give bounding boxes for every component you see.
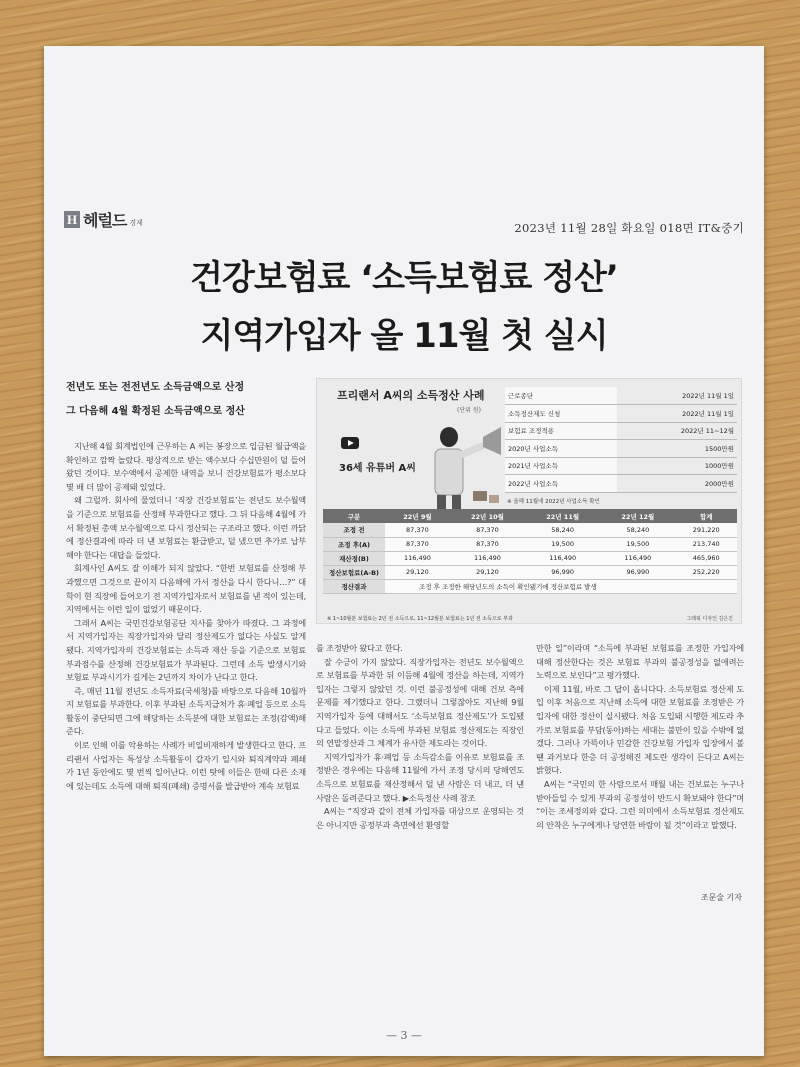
page-number: — 3 — [386, 1029, 422, 1042]
table-cell: 87,370 [450, 537, 525, 551]
income-settlement-graphic [316, 378, 742, 624]
info-value: 1500만원 [617, 440, 737, 458]
info-label: 소득정산제도 신청 [505, 405, 617, 423]
row-label: 정산보험료(A-B) [323, 565, 385, 579]
paragraph: 만한 일”이라며 “소득에 부과된 보험료를 조정한 가입자에 대해 정산한다는 것은 보험료 부과의 불공정성을 없애려는 노력으로 보인다”고 평가했다. [536, 643, 744, 681]
info-label: 근로종단 [505, 387, 617, 405]
youtuber-label: 36세 유튜버 A씨 [339, 463, 416, 474]
herald-logo-sub: 경제 [129, 218, 143, 227]
subhead-1: 전년도 또는 전전년도 소득금액으로 산정 [66, 382, 245, 393]
table-header: 22년 11월 [525, 509, 600, 523]
table-cell: 87,370 [385, 537, 450, 551]
paragraph: 지난해 4월 회계법인에 근무하는 A 씨는 봉장으로 입금된 월급액을 확인하고 깜짝 놀랐다. 평상적으로 받는 액수보다 수십만원이 덜 들어왔던 것이다. 보수액에서 공제한 내역을 보니 건강보험료가 평소보다 몇 배 더 많이 공제돼 있었다. [66, 441, 306, 492]
headline-line-2: 지역가입자 올 11월 첫 실시 [200, 316, 608, 356]
table-cell: 29,120 [450, 565, 525, 579]
info-label: 2020년 사업소득 [505, 440, 617, 458]
info-row [505, 422, 737, 440]
table-row-result [323, 579, 737, 593]
info-row [505, 475, 737, 493]
paragraph: 즉, 매년 11월 전년도 소득자료(국세청)를 바탕으로 다음해 10월까지 보험료를 부과한다. 이후 부과된 소득지급처가 휴·폐업 등으로 소득활동이 중단되면 그에 해당하는 소득분에 대한 보험료는 조정(감액)해 준다. [66, 685, 306, 737]
table-row [323, 523, 737, 537]
paragraph: 잘 수긍이 가지 않았다. 직장가입자는 전년도 보수월액으로 보험료를 부과한 뒤 이듬해 4월에 정산을 하는데, 지역가입자는 그렇지 않았던 것. 이런 불공정성에 대해 건보 측에 문제를 제기했다고 한다. 그랬더니 그렇잖아도 지난해 9월 지역가입자 등에 대해서도 ‘소득보험료 정산제도’가 도입됐다고 들었다. 이는 소득에 부과된 보험료 정산제도는 직장인의 연말정산과 그 체계가 유사한 제도라는 것이다. [316, 656, 524, 749]
row-label: 조정 후(A) [323, 537, 385, 551]
info-value: 2000만원 [617, 475, 737, 493]
result-text: 조정 후 조정한 해당년도의 소득이 확인됐기에 정산보험료 발생 [385, 579, 737, 593]
table-cell: 213,740 [675, 537, 737, 551]
row-label: 재산정(B) [323, 551, 385, 565]
graphic-footnote: ※ 1~10월분 보험료는 2년 전 소득으로, 11~12월분 보험료는 1년 전 소득으로 부과 [327, 616, 513, 622]
paragraph: 그래서 A씨는 국민건강보험공단 지사를 찾아가 따졌다. 그 과정에서 지역가입자는 직장가입자와 달리 정산제도가 없다는 사실도 알게 됐다. 지역가입자의 건강보험료는 소득과 재산 등을 기준으로 보험료 부과점수를 산정해 건강보험료가 부과된다. 그런데 소득 발생시기와 보험료 부과시기가 길게는 2년까지 차이가 난다고 한다. [66, 617, 306, 683]
table-cell: 19,500 [600, 537, 675, 551]
headline-line-1: 건강보험료 ‘소득보험료 정산’ [190, 258, 618, 298]
subhead-2: 그 다음해 4월 확정된 소득금액으로 정산 [66, 406, 245, 417]
table-cell: 96,990 [525, 565, 600, 579]
table-cell: 19,500 [525, 537, 600, 551]
paragraph: 회계사인 A씨도 잘 이해가 되지 않았다. “한번 보험료를 산정해 부과했으면 그것으로 끝이지 다음해에 가서 정산을 다시 한다니…?” 대학이 현 직장에 들어오기 전 지역가입자로서 보험료를 낸 적이 있는데, 지역에서는 이런 일이 없었기 때문이다. [66, 563, 306, 615]
table-cell: 116,490 [385, 551, 450, 565]
paragraph: A씨는 “직장과 같이 전체 가입자를 대상으로 운영되는 것은 아니지만 공정부과 측면에선 환영할 [316, 806, 524, 830]
info-label: 2021년 사업소득 [505, 457, 617, 475]
row-label: 조정 전 [323, 523, 385, 537]
graphic-credit: 그래픽 디자인 김은진 [686, 616, 733, 622]
table-header: 구분 [323, 509, 385, 523]
herald-logo-mark: H [64, 211, 80, 228]
table-cell: 252,220 [675, 565, 737, 579]
info-value: 2022년 11월 1일 [617, 405, 737, 423]
table-cell: 87,370 [450, 523, 525, 537]
info-row [505, 457, 737, 475]
person-with-megaphone-illustration [397, 421, 517, 509]
premium-calculation-table [323, 509, 737, 594]
paragraph: 이제 11월, 바로 그 답이 옵니다다. 소득보험료 정산제 도입 이후 처음으로 지난해 소득에 대한 보험료를 조정받은 가입자에 대한 정산이 실시됐다. 처음 도입돼 시행한 제도라 추가로 보험료를 부담(동아)하는 세대는 불만이 있을 수밖에 없겠다. 그러나 가뜩이나 민감한 건강보험 가입자 입장에서 볼 땐 과거보다 한층 더 공정해진 제도란 생각이 든다고 A씨는 밝혔다. [536, 683, 744, 776]
table-cell: 29,120 [385, 565, 450, 579]
article-column-1 [66, 440, 306, 793]
info-row [505, 440, 737, 458]
table-cell: 116,490 [525, 551, 600, 565]
article-column-3 [536, 642, 744, 832]
info-value: 2022년 11월 1일 [617, 387, 737, 405]
row-label: 정산결과 [323, 579, 385, 593]
info-value: 2022년 11~12월 [617, 422, 737, 440]
table-cell: 58,240 [525, 523, 600, 537]
dateline: 2023년 11월 28일 화요일 018면 IT&중기 [514, 221, 744, 235]
table-cell: 116,490 [450, 551, 525, 565]
table-cell: 87,370 [385, 523, 450, 537]
table-header: 22년 9월 [385, 509, 450, 523]
table-row [323, 551, 737, 565]
table-cell: 58,240 [600, 523, 675, 537]
info-row [505, 405, 737, 423]
subheads [66, 376, 245, 424]
paragraph: 이로 인해 이를 악용하는 사례가 비일비재하게 발생한다고 한다. 프리랜서 사업자는 특성상 소득활동이 갑자기 일시와 퇴직계약과 폐쇄가 1년 동안에도 몇 번씩 일어난다. 이런 탓에 이들은 한때 다른 소재에 있는데도 소득에 대해 퇴직(폐쇄) 증명서를 발급받아 계속 보험료 [66, 740, 306, 791]
table-cell: 291,220 [675, 523, 737, 537]
table-cell: 96,990 [600, 565, 675, 579]
info-label: 보험료 조정적용 [505, 422, 617, 440]
table-row [323, 565, 737, 579]
paragraph: 왜 그럴까. 회사에 물었더니 ‘직장 건강보험료’는 전년도 보수월액을 기준으로 보험료를 산정해 부과한다고 했다. 그 뒤 다음해 4월에 가서 확정된 총액 보수월액으로 다시 정산되는 구조라고 했다. 이런 까닭에 정산결과에 따라 더 낸 보험료는 환급받고, 덜 냈으면 추가로 납부해야 한다는 대답을 들었다. [66, 495, 306, 560]
table-row [323, 537, 737, 551]
graphic-title: 프리랜서 A씨의 소득정산 사례 [337, 389, 485, 402]
article-column-2 [316, 642, 524, 832]
info-label: 2022년 사업소득 [505, 475, 617, 493]
graphic-unit: (단위 원) [457, 407, 481, 414]
info-row [505, 387, 737, 405]
herald-logo-name: 헤럴드 [83, 211, 127, 230]
table-header: 22년 10월 [450, 509, 525, 523]
table-header: 22년 12월 [600, 509, 675, 523]
settlement-info-table [505, 387, 737, 493]
youtube-play-icon [341, 437, 359, 449]
table-cell: 116,490 [600, 551, 675, 565]
info-note: ※ 올해 11월에 2022년 사업소득 확인 [507, 499, 600, 505]
newspaper-clipping [44, 46, 764, 1056]
table-cell: 465,960 [675, 551, 737, 565]
masthead [64, 208, 143, 231]
table-header: 합계 [675, 509, 737, 523]
paragraph: 를 조정받아 왔다고 한다. [316, 643, 403, 653]
paragraph: A씨는 “국민의 한 사람으로서 매월 내는 건보료는 누구나 받아들일 수 있게 부과의 공정성이 반드시 확보돼야 한다”며 “이는 조세정의와 같다. 그런 의미에서 소득보험료 정산제도의 안착은 누구에게나 당연한 바람이 될 것”이라고 말했다. [536, 778, 744, 830]
paragraph: 지역가입자가 휴·폐업 등 소득감소를 이유로 보험료를 조정받은 경우에는 다음해 11월에 가서 조정 당시의 당해연도 소득으로 보험료를 재산정해서 덜 낸 사람은 더 내고, 더 낸 사람은 돌려준다고 했다. ▶소득정산 사례 참조 [316, 751, 524, 803]
reporter-byline: 조문술 기자 [700, 893, 742, 902]
info-value: 1000만원 [617, 457, 737, 475]
